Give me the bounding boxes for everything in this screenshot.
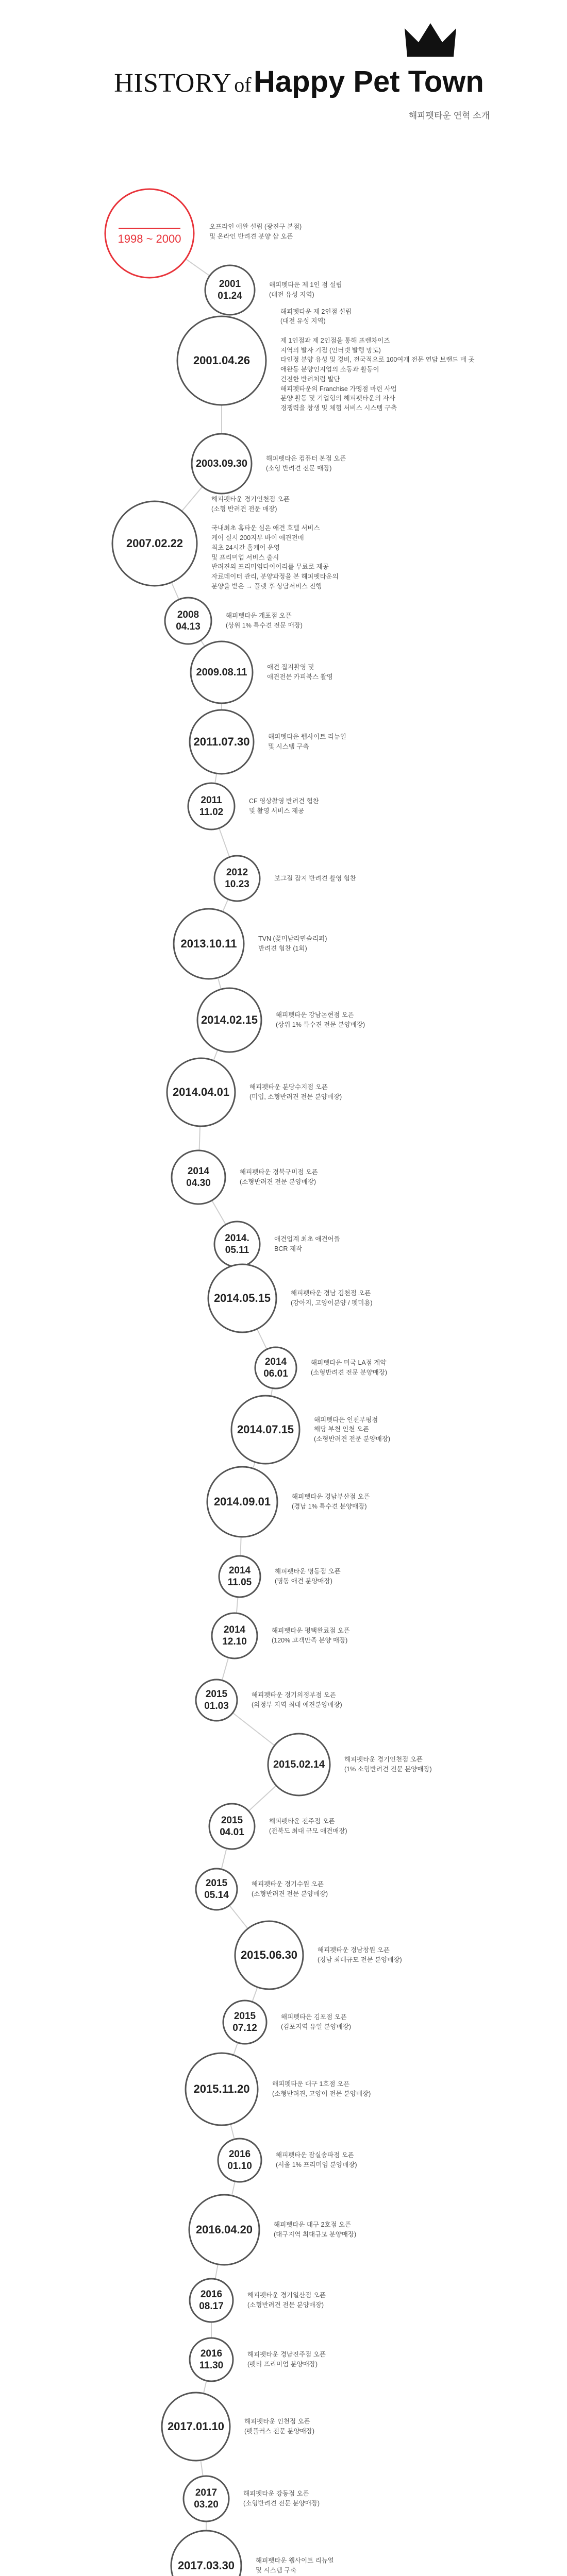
entry-text-line: (소형반려견 전문 분양매장) xyxy=(243,2499,320,2507)
entry-text-line: 해피펫타운 미국 LA점 계약 xyxy=(311,1359,387,1366)
entry-text xyxy=(266,454,346,473)
entry-text xyxy=(247,2350,326,2369)
entry-text-line: (상위 1% 특수견 전문 매장) xyxy=(226,621,303,629)
entry-text-line: 해피펫타운 웹사이트 리뉴얼 xyxy=(268,733,346,740)
first-era-years: 1998 ~ 2000 xyxy=(118,232,181,245)
entry-date xyxy=(162,2420,230,2433)
entry-text xyxy=(240,1167,318,1187)
entry-text-line: 해피펫타운 경북구미점 오픈 xyxy=(240,1168,318,1176)
title-brand: Happy Pet Town xyxy=(253,65,484,98)
entry-text-line: (미입, 소형반려견 전문 분양매장) xyxy=(249,1093,342,1100)
entry-text-line: 및 촬영 서비스 제공 xyxy=(249,807,305,815)
entry-text-line: (소형반려견 전문 분양매장) xyxy=(247,2301,324,2309)
entry-text-line: 자료데이터 관리, 분양과정을 본 해피펫타운의 xyxy=(211,573,339,580)
entry-text-line: 해피펫타운 인천부평점 xyxy=(314,1416,378,1423)
entry-text-line: 건전한 반려처럼 발단 xyxy=(280,375,340,383)
entry-text-line: (소형반려견 전문 분양매장) xyxy=(311,1368,388,1376)
entry-date-line: 07.12 xyxy=(232,2023,257,2033)
entry-date xyxy=(192,457,252,470)
entry-text-line: 및 시스템 구축 xyxy=(256,2566,297,2574)
entry-text xyxy=(280,307,474,413)
entry-text-line: 애견업계 최초 애견어플 xyxy=(274,1235,340,1243)
entry-text-line: (상위 1% 특수견 전문 분양매장) xyxy=(276,1021,365,1028)
entry-text xyxy=(247,2291,326,2310)
entry-date-line: 11.05 xyxy=(227,1577,252,1588)
entry-date-line: 2008 xyxy=(177,609,199,620)
entry-text-line: 해피펫타운 컴퓨터 본점 오픈 xyxy=(266,455,346,462)
entry-text xyxy=(244,2417,314,2436)
entry-text xyxy=(281,2012,351,2032)
entry-date xyxy=(214,867,260,890)
entry-date xyxy=(208,1292,276,1305)
entry-text-line: 해피펫타운 분당수지점 오픈 xyxy=(249,1083,328,1091)
entry-text-line: 해피펫타운 경기일산점 오픈 xyxy=(247,2292,326,2299)
entry-text-line: 경쟁력을 창생 및 체험 서비스 시스템 구축 xyxy=(280,404,397,412)
entry-text xyxy=(249,796,319,816)
entry-date-line: 04.13 xyxy=(176,621,201,632)
entry-text-line: 애견전문 카피북스 촬영 xyxy=(267,673,333,681)
entry-date xyxy=(171,2559,241,2572)
entry-text-line: 반려견 협찬 (1회) xyxy=(258,944,307,952)
entry-date xyxy=(196,1688,237,1712)
entry-text-line: (의정부 지역 최대 애견분양매장) xyxy=(252,1701,342,1708)
entry-text-line: (강아지, 고양이분양 / 펫미용) xyxy=(291,1299,373,1307)
entry-date-line: 2015 xyxy=(234,2011,256,2022)
entry-text-line: 애견 집지활영 및 xyxy=(267,664,314,671)
entry-date-line: 2014. xyxy=(225,1233,249,1244)
entry-date-line: 2011 xyxy=(201,795,222,806)
entry-text-line: 지역의 발자 기점 (인터넷 발행 망도) xyxy=(280,346,381,354)
entry-date-line: 2011.07.30 xyxy=(193,735,250,748)
entry-date xyxy=(196,1877,237,1901)
entry-text-line: (경남 1% 특수견 분양매장) xyxy=(292,1502,367,1510)
entry-date-line: 2014.02.15 xyxy=(201,1013,258,1026)
entry-date-line: 2001.04.26 xyxy=(193,354,251,367)
entry-text xyxy=(276,1010,365,1030)
entry-text-line: 해피펫타운 경기인천점 오픈 xyxy=(344,1756,423,1763)
entry-date xyxy=(207,1495,277,1509)
entry-date-line: 05.11 xyxy=(225,1245,249,1256)
entry-text-line: 해피펫타운 경기인천점 오픈 xyxy=(211,496,290,503)
entry-text xyxy=(256,2556,334,2575)
entry-text-line: 해피펫타운 제 1인 점 설립 xyxy=(269,281,342,289)
entry-date-line: 11.02 xyxy=(199,807,224,818)
entry-date-line: 2016 xyxy=(200,2289,223,2300)
entry-text-line: 해피펫타운 잠실송파점 오픈 xyxy=(276,2151,354,2159)
entry-text-line: 국내최초 홈타운 심은 애견 호텔 서비스 xyxy=(211,524,320,532)
entry-date xyxy=(268,1758,330,1771)
entry-text xyxy=(274,874,356,884)
entry-date-line: 2015.11.20 xyxy=(193,2082,250,2095)
entry-text xyxy=(243,2489,320,2509)
entry-date-line: 2009.08.11 xyxy=(196,667,247,678)
entry-date-line: 2013.10.11 xyxy=(180,937,237,950)
entry-text-line: 해피펫타운 경남창원 오픈 xyxy=(318,1946,390,1954)
entry-text xyxy=(272,1626,350,1646)
entry-text-line: 해피펫타운 경남부산점 오픈 xyxy=(292,1493,370,1500)
entry-text-line: 해당 부천 인천 오픈 xyxy=(314,1426,370,1433)
entry-date xyxy=(214,1232,260,1256)
entry-text-line: 및 시스템 구축 xyxy=(268,742,309,750)
entry-date-line: 2017.03.30 xyxy=(177,2559,235,2572)
entry-date xyxy=(212,1624,257,1648)
entry-date-line: 2014 xyxy=(264,1357,287,1367)
entry-text-line: (대전 유성 지역) xyxy=(269,291,314,298)
entry-date xyxy=(190,735,254,749)
entry-text-line: (펫티 프리미엄 분양매장) xyxy=(247,2360,318,2368)
entry-text-line: 최초 24시간 홈케어 운영 xyxy=(211,544,280,551)
entry-text xyxy=(252,1879,328,1899)
title-of: of xyxy=(234,73,252,96)
entry-date-line: 05.14 xyxy=(204,1890,229,1901)
entry-date xyxy=(112,537,197,550)
entry-text-line: (대전 유성 지역) xyxy=(280,317,326,325)
entry-text-line: 해피펫타운의 Franchise 가맹점 마련 사업 xyxy=(280,385,397,393)
entry-text-line: 타인정 분양 유성 및 경비, 전국적으로 100여개 전문 연담 브랜드 매 곳 xyxy=(280,356,475,364)
entry-date xyxy=(223,2010,266,2034)
entry-date-line: 2014 xyxy=(187,1166,210,1177)
entry-text-line: 해피펫타운 전주점 오픈 xyxy=(269,1818,335,1825)
entry-text-line: (소형반려견, 고양이 전문 분양매장) xyxy=(272,2090,371,2097)
entry-date xyxy=(165,609,211,633)
entry-date xyxy=(219,1565,260,1588)
entry-text-line: 해피펫타운 강동점 오픈 xyxy=(243,2490,309,2497)
entry-text-line: 해피펫타운 웹사이트 리뉴얼 xyxy=(256,2557,334,2564)
entry-text xyxy=(267,663,333,682)
first-era-text xyxy=(209,222,302,242)
entry-text-line: (소형반려견 전문 분양매장) xyxy=(240,1178,316,1185)
entry-text-line: 분양 활동 및 기업형의 해피펫타운의 자사 xyxy=(280,395,395,402)
entry-date-line: 2017 xyxy=(195,2487,218,2498)
entry-date-line: 2015 xyxy=(205,1878,228,1889)
entry-date-line: 2014.07.15 xyxy=(237,1423,294,1436)
entry-text xyxy=(276,2150,357,2170)
entry-text xyxy=(211,495,339,591)
entry-text xyxy=(258,934,327,954)
entry-text-line: 해피펫타운 강남논현점 오픈 xyxy=(276,1011,354,1019)
entry-text xyxy=(311,1358,387,1378)
entry-text-line: 해피펫타운 평택완료점 오픈 xyxy=(272,1627,350,1634)
entry-text-line: 애완동 분양인지업의 소동과 활동이 xyxy=(280,366,379,373)
entry-date-line: 10.23 xyxy=(225,879,249,890)
entry-text-line: (소형반려견 전문 분양매장) xyxy=(252,1890,328,1897)
entry-text-line: BCR 제작 xyxy=(274,1245,303,1252)
entry-date xyxy=(167,1086,235,1099)
entry-text-line: 케어 실시 200지부 바이 애견전매 xyxy=(211,534,304,541)
entry-date-line: 01.10 xyxy=(227,2161,252,2172)
entry-date-line: 2014 xyxy=(228,1565,251,1576)
entry-text xyxy=(314,1415,390,1444)
entry-date-line: 2003.09.30 xyxy=(195,458,248,469)
entry-date-line: 06.01 xyxy=(263,1368,288,1379)
entry-date xyxy=(177,354,266,367)
entry-date-line: 2001 xyxy=(219,279,241,290)
entry-text-line: (김포지역 유일 분양매장) xyxy=(281,2023,352,2030)
entry-text-line: (펫플러스 전문 분양매장) xyxy=(244,2427,315,2435)
entry-text xyxy=(272,2079,371,2099)
entry-text xyxy=(269,280,342,300)
entry-date-line: 03.20 xyxy=(194,2499,219,2510)
entry-date xyxy=(209,1815,255,1838)
entry-date-line: 04.01 xyxy=(220,1827,244,1838)
entry-date xyxy=(188,794,235,818)
entry-text-line xyxy=(280,326,474,336)
entry-date-line: 01.24 xyxy=(218,291,242,301)
first-era-line: 및 온라인 반려견 분양 샵 오픈 xyxy=(209,232,293,240)
entry-date-line: 2015.06.30 xyxy=(240,1948,298,1961)
entry-text-line: TVN (꽃미남라면슬리퍼) xyxy=(258,935,327,942)
entry-text-line: 해피펫타운 개포점 오픈 xyxy=(226,612,292,619)
entry-text-line: 해피펫타운 대구 1호점 오픈 xyxy=(272,2080,350,2088)
entry-date xyxy=(190,2348,233,2371)
entry-text xyxy=(252,1690,342,1710)
entry-text-line: 해피펫타운 경남 김천점 오픈 xyxy=(291,1290,371,1297)
entry-text-line: 해피펫타운 대구 2호점 오픈 xyxy=(274,2221,352,2228)
entry-text-line: 해피펫타운 명동점 오픈 xyxy=(275,1568,341,1575)
page-subtitle: 해피펫타운 연혁 소개 xyxy=(408,111,490,121)
entry-text-line: 및 프리미엄 서비스 출시 xyxy=(211,553,279,561)
entry-date xyxy=(218,2148,261,2172)
entry-text-line: (경남 최대규모 전문 분양매장) xyxy=(318,1956,402,1963)
entry-text-line: (1% 소형반려견 전문 분양매장) xyxy=(344,1765,432,1773)
entry-date xyxy=(235,1948,303,1962)
entry-text-line: 해피펫타운 경기수원 오픈 xyxy=(252,1880,324,1888)
entry-date-line: 04.30 xyxy=(186,1178,211,1189)
entry-text-line: 해피펫타운 김포점 오픈 xyxy=(281,2013,347,2021)
first-era-line: 오프라인 애완 설립 (광진구 본점) xyxy=(209,223,302,230)
entry-date-line: 2017.01.10 xyxy=(167,2420,225,2433)
entry-text xyxy=(268,732,346,752)
entry-text-line: (소형 반려견 전문 매장) xyxy=(266,464,332,472)
entry-text xyxy=(292,1492,370,1512)
entry-text xyxy=(274,2220,356,2240)
entry-text xyxy=(344,1755,432,1774)
entry-date-line: 2014.04.01 xyxy=(172,1086,230,1098)
title-history: HISTORY xyxy=(114,69,232,98)
entry-date xyxy=(189,2223,259,2236)
entry-date-line: 2016.04.20 xyxy=(195,2223,253,2236)
entry-date-line: 2016 xyxy=(228,2149,251,2160)
entry-text-line: (명동 애견 분양매장) xyxy=(275,1577,332,1585)
entry-text xyxy=(269,1817,347,1836)
entry-date xyxy=(231,1423,299,1436)
entry-text-line: (소형 반려견 전문 매장) xyxy=(211,505,277,513)
entry-date xyxy=(197,1013,261,1027)
entry-text-line: (대구지역 최대규모 분양매장) xyxy=(274,2230,357,2238)
entry-date-line: 2007.02.22 xyxy=(126,537,184,550)
entry-text xyxy=(318,1945,402,1965)
entry-date xyxy=(172,1165,225,1189)
entry-text-line: 제 1인점과 제 2인점을 통해 프렌차이즈 xyxy=(280,336,390,344)
entry-text xyxy=(249,1082,342,1102)
entry-text xyxy=(226,611,303,631)
entry-text xyxy=(291,1289,373,1308)
entry-date xyxy=(205,278,255,302)
entry-text-line: 해피펫타운 경남진주점 오픈 xyxy=(247,2351,326,2358)
entry-date-line: 2016 xyxy=(200,2348,223,2359)
entry-date-line: 08.17 xyxy=(199,2301,224,2312)
entry-date-line: 2014 xyxy=(223,1624,246,1635)
entry-date xyxy=(184,2487,229,2511)
entry-date xyxy=(186,2082,258,2096)
entry-text-line: (서울 1% 프리미엄 분양매장) xyxy=(276,2161,357,2168)
entry-date-line: 2015 xyxy=(205,1689,228,1700)
entry-text-line: 보그걸 잡지 반려견 촬영 협찬 xyxy=(274,874,356,882)
entry-text-line: 해피펫타운 제 2인점 설립 xyxy=(280,308,352,315)
entry-text-line: 해피펫타운 경기의정부점 오픈 xyxy=(252,1691,336,1699)
entry-date-line: 01.03 xyxy=(204,1701,229,1711)
entry-date-line: 2014.09.01 xyxy=(213,1495,271,1508)
entry-text-line: 해피펫타운 인천점 오픈 xyxy=(244,2418,310,2425)
entry-text xyxy=(274,1234,340,1254)
entry-date-line: 2015 xyxy=(221,1815,243,1826)
entry-text-line: 반려견의 프리미엄다이어리를 무료로 제공 xyxy=(211,563,329,571)
entry-text-line: (소형반려견 전문 분양매장) xyxy=(314,1435,391,1443)
entry-text-line xyxy=(211,514,339,524)
entry-text-line: (전북도 최대 규모 애견매장) xyxy=(269,1827,347,1835)
entry-date xyxy=(255,1356,296,1380)
entry-date-line: 11.30 xyxy=(199,2360,224,2371)
entry-date-line: 2015.02.14 xyxy=(273,1759,325,1770)
entry-date xyxy=(191,666,253,679)
entry-text-line: (120% 고객만족 분양 매장) xyxy=(272,1636,348,1644)
entry-text-line: CF 영상촬영 반려견 협찬 xyxy=(249,798,319,805)
entry-date-line: 2014.05.15 xyxy=(213,1292,271,1304)
entry-date-line: 2012 xyxy=(226,867,248,878)
entry-text xyxy=(275,1567,341,1586)
entry-text-line: 분양을 받은 → 플랫 후 상담서비스 진행 xyxy=(211,582,322,590)
entry-date xyxy=(190,2289,233,2312)
entry-date-line: 12.10 xyxy=(222,1636,247,1647)
entry-date xyxy=(174,937,244,951)
